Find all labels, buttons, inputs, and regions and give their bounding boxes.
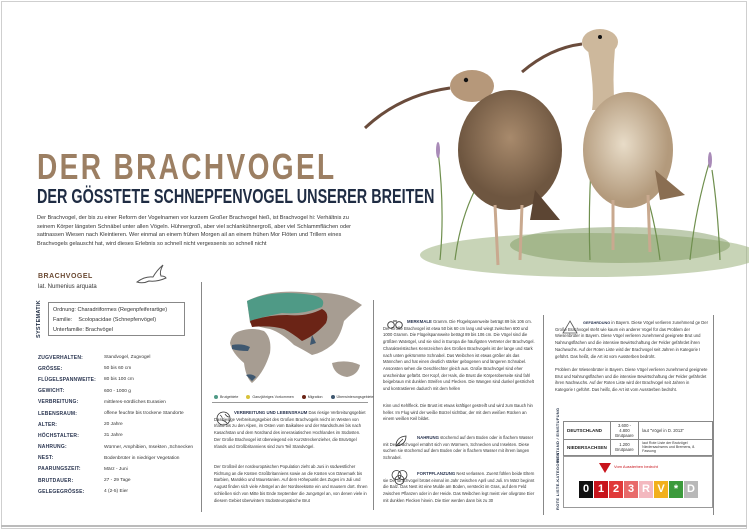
systematik-familie: Familie: Scolopacidae (Schnepfenvögel) <box>53 317 157 323</box>
category-d: D <box>684 481 698 498</box>
column-divider <box>373 300 374 510</box>
legend-divider <box>212 402 368 403</box>
fact-row: ZUGVERHALTEN: Standvogel, Zugvogel <box>38 354 151 361</box>
map-land-australia <box>332 361 360 377</box>
systematik-label: SYSTEMATIK <box>36 299 42 338</box>
merkmale-text: MERKMALE Gramm. Die Flügelspannweite beträgt 89 bis 106 cm. Der Große Brachvogel ist etwa 50 bis 60 cm lang und wiegt zwischen 600 und 1000 Gramm. Die Flügelspannweite beträgt 89 bis 106 cm. Die Vögel sind die größten Watvögel, und sie sind in Europa die häufigsten Vertreter der Brachvögel. Charakteristisches Kennzeichen des Großen Brachvogels ist der lange und stark nach unten gekrümmte Schnabel. Das Weibchen ist etwas größer als das Männchen und hat einen deutlich stärker gebogenen und längeren Schnabel. Ansonsten sehen die Geschlechter gleich aus. Große Brachvögel sind eher unscheinbar gefärbt. Der Kopf, der Hals, die Brust die Körperoberseite sind fahl beigebraun mit dunklen Streifen und Flecken. Die Wangen sind dunkel gestrichelt und kontrastieren dadurch mit dem hellen <box>383 319 535 392</box>
curlew-illustration <box>360 20 749 280</box>
category-star: * <box>669 481 683 498</box>
systematik-ordnung: Ordnung: Charadriiformes (Regenpfeiferartige) <box>53 307 168 313</box>
fact-row: GEWICHT: 600 - 1000 g <box>38 388 131 395</box>
category-1: 1 <box>594 481 608 498</box>
fact-row: BRUTDAUER: 27 - 29 Tage <box>38 477 131 484</box>
marker-text: Vom Aussterben bedroht <box>614 464 658 469</box>
systematik-box <box>48 302 185 336</box>
table-row: DEUTSCHLAND 3.600 - 4.800 Brutpaare laut "Vögel in D. 2013" <box>564 422 713 440</box>
legend-item: Ganzjähriges Vorkommen <box>246 395 293 399</box>
systematik-unterfamilie: Unterfamilie: Brachvögel <box>53 327 113 333</box>
verbreitung-text-2: Der Großteil der nordeuropäischen Population zieht ab Juni in südwestlicher Richtung an die Küsten Großbritanniens sowie an die Küsten von Dänemark bis Barbien, Marokko und Mauretanien. Auf dem Höhepunkt des Zuges im Juli und August finden sich viele Altvögel an der Nordseeküste ein und mausern dort. Ihnen schließen sich von Mitte bis Ende September die Jungvögel an, von denen viele in diesem Gebiet überwintern Südosteuropäische Brut <box>214 464 368 503</box>
fortpflanzung-text: FORTPFLANZUNG Nest verlassen. Zuerst fühlen beide Eltern sie Der Brachvogel brütet einmal im Jahr zwischen April und Juli. Im März beginnt die Balz. Das Nest ist eine Mulde am Boden, versteckt im Gras, auf dem Feld zwischen Pflanzen oder in der Heide. Das Weibchen legt meist vier olivgrüne Eier mit dunklen Flecken hinein. Die Eier werden dann bis zu 30 <box>383 471 535 503</box>
category-3: 3 <box>624 481 638 498</box>
merkmale-text-2: Kinn und Kehlfleck. Die Brust ist etwas kräftiger gestreift und wird zum Bauch hin heller. Im Flug wird der weiße Bürzel sichtbar, der mit dem weißen Rücken an einem weißen Keil bildet. <box>383 403 533 422</box>
distribution-map <box>212 283 368 388</box>
nahrung-text: NAHRUNG stochernd auf dem Boden oder in flachem Wasser mit Der Brachvogel ernährt sich von Würmern, Schnecken und Insekten. Diese suchen sie stochernd auf dem Boden oder in flachem Wasser mit ihrem langen Schnabel. <box>383 435 534 461</box>
fact-row: ALTER: 20 Jahre <box>38 421 123 428</box>
category-2: 2 <box>609 481 623 498</box>
fact-row: GRÖSSE: 50 bis 60 cm <box>38 365 132 372</box>
gefaehrdung-text-2: Problem der Wiesenbrüter in Bayern. Diese Vögel verlieren zunehmend geeignete Brut und Nahrungsflächen und die intensive Bewirtschaftung der Felder gefährdet ihren Nachwuchs. Auf der Roten Liste wird der Brachvogel seit Jahren in Kategorie I geführt. Das heißt, die Art ist vom Aussterben bedroht. <box>555 367 708 393</box>
fact-row: VERBREITUNG: mittleres-nördliches Eurasien <box>38 399 166 406</box>
fact-row: GELEGEGRÖSSE: 4 (2-5) Eier <box>38 488 128 495</box>
page-subtitle: DER GÖSSTETE SCHNEPFENVOGEL UNSERER BREITEN <box>37 186 435 208</box>
rote-liste-label: ROTE LISTE-KATEGORIEN <box>555 452 560 510</box>
legend-item: Überwinterungsgebiete <box>331 395 374 399</box>
category-v: V <box>654 481 668 498</box>
table-row: NIEDERSACHSEN 1.200 Brutpaare laut Rote Liste der Brutvögel Niedersachsens und Bremens, 8. Fassung <box>564 440 713 456</box>
latin-name: lat. Numenius arquata <box>38 284 97 290</box>
fact-row: NEST: Bodenbrüter in niedriger Vegetation <box>38 455 180 462</box>
column-divider <box>201 282 202 512</box>
fact-row: PAARUNGSZEIT: März - Juni <box>38 466 128 473</box>
verbreitung-text: VERBREITUNG UND LEBENSRAUM Das riesige Verbreitungsgebiet Das riesige Verbreitungsgebiet des Großen Brachvogels reicht im Westen von Irland bis zu den Alpen, im Osten vom Baikalsee und der Mandschurei bis nach Kasachstan und dem Nordrand des innerasiatischen Hochlandes im Südosten. Der Große Brachvogel ist überwiegend ein Kurzstreckenzieher, die Brutvögel Irlands und Großbritanniens sind zum Teil Standvögel. <box>214 410 366 449</box>
selected-category-marker-icon <box>599 463 611 473</box>
fact-row: FLÜGELSPANNWEITE: 80 bis 100 cm <box>38 376 134 383</box>
facts-list <box>38 352 203 497</box>
bird-silhouette-icon <box>135 262 167 288</box>
intro-paragraph: Der Brachvogel, der bis zu einer Reform der Vogelnamen vor kurzem Großer Brachvogel hieß, ist Brachvogel hi: Verhältnis zu seinem Körper längsten Schnäbel unter allen Vögeln. Hühnergroß, aber viel schlankühnergroß, aber viel Schlammflächen oder sattnassen Wiesen nach Kleintieren. Wer einmal an einem frühen Morgen ail an einem frühen Mor Flöten und Trillern eines Brachvogels gelauscht hat, wird dieses Erlebnis so schnell nicht vergessenis so schnell nicht <box>37 215 352 247</box>
bottom-divider <box>1 525 747 527</box>
gefaehrdung-text: GEFÄHRDUNG in Bayern. Diese Vögel verlieren zunehmend ge Der Große Brachvogel steht wie kaum ein anderer Vogel für das Problem der Wiesenbrüter in Bayern. Diese Vögel verlieren zunehmend geeignete Brut und Nahrungsflächen und die intensive Bewirtschaftung der Felder gefährdet ihren Nachwuchs. Auf der Roten Liste wird der Brachvogel seit Jahren in Kategorie I geführt. Das heißt, die Art ist vom Aussterben bedroht. <box>555 320 708 359</box>
bestand-label: BESTAND / EINSTUFUNG <box>555 407 560 462</box>
category-scale <box>579 479 699 498</box>
map-legend <box>214 395 374 399</box>
bestand-table <box>563 421 713 456</box>
legend-item: Migration <box>302 395 323 399</box>
category-r: R <box>639 481 653 498</box>
fact-row: LEBENSRAUM: offene feuchte bis trockene Standorte <box>38 410 184 417</box>
legend-item: Brutgebiete <box>214 395 238 399</box>
category-0: 0 <box>579 481 593 498</box>
column-divider <box>543 315 544 515</box>
fact-row: NAHRUNG: Würmer, Amphibien, Insekten ,Schnecken <box>38 444 194 451</box>
column-divider <box>713 315 714 515</box>
species-name: BRACHVOGEL <box>38 273 93 280</box>
page-title: DER BRACHVOGEL <box>37 146 337 187</box>
fact-row: HÖCHSTALTER: 31 Jahre <box>38 432 123 439</box>
rote-liste-box <box>563 456 713 508</box>
